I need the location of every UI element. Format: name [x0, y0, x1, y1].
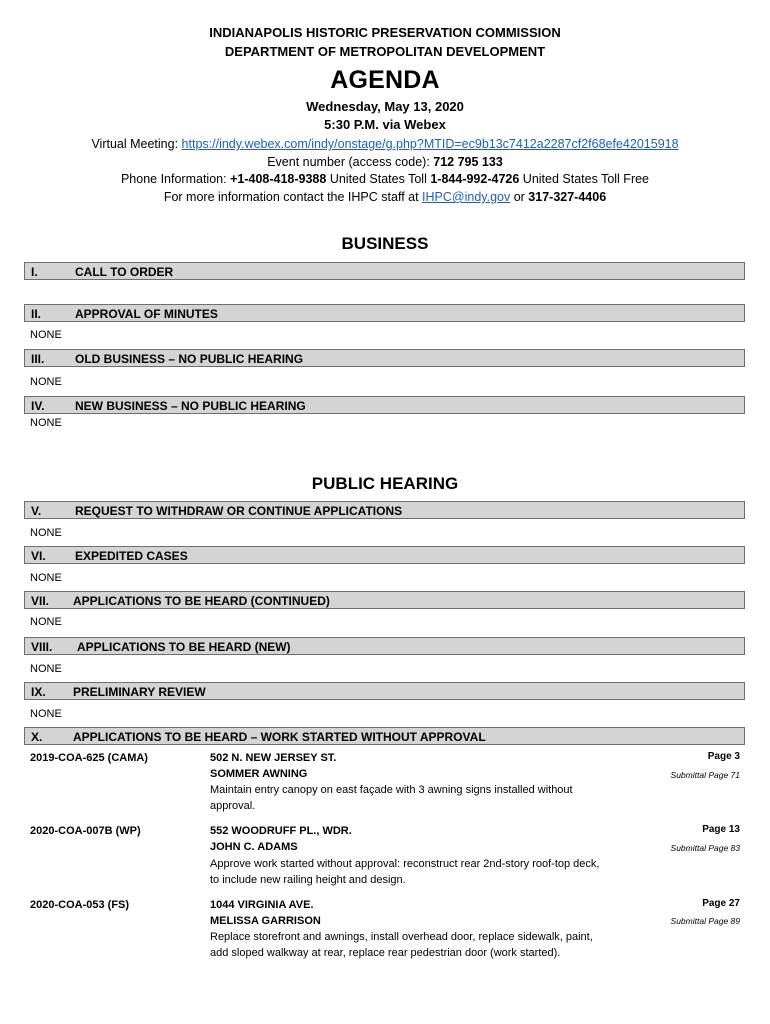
- page-reference: Page 3: [707, 751, 740, 762]
- item-title: NEW BUSINESS – NO PUBLIC HEARING: [75, 399, 306, 413]
- case-description: Approve work started without approval: reconstruct rear 2nd-story roof-top deck, to include new railing height and design.: [210, 858, 600, 886]
- item-note: NONE: [30, 376, 62, 388]
- applicant-name: JOHN C. ADAMS: [210, 841, 298, 853]
- item-note: NONE: [30, 663, 62, 675]
- webex-link[interactable]: https://indy.webex.com/indy/onstage/g.php?MTID=ec9b13c7412a2287cf2f68efe42015918: [181, 137, 679, 151]
- item-title: CALL TO ORDER: [75, 265, 174, 279]
- phone-info-line: [0, 172, 770, 186]
- item-number: I.: [31, 265, 38, 279]
- submittal-reference: Submittal Page 71: [670, 770, 740, 780]
- case-number: 2020-COA-007B (WP): [30, 825, 141, 837]
- agenda-item-withdraw-continue: [24, 501, 745, 519]
- item-number: V.: [31, 504, 42, 518]
- department-name: DEPARTMENT OF METROPOLITAN DEVELOPMENT: [224, 44, 546, 59]
- contact-email-link[interactable]: IHPC@indy.gov: [422, 190, 511, 204]
- agenda-item-new-business: [24, 396, 745, 414]
- item-note: NONE: [30, 572, 62, 584]
- contact-label: For more information contact the IHPC staff at: [163, 190, 423, 204]
- property-address: 502 N. NEW JERSEY ST.: [210, 752, 337, 764]
- page-reference: Page 13: [702, 824, 740, 835]
- virtual-meeting-line: [0, 137, 770, 151]
- agenda-item-work-started: [24, 727, 745, 745]
- item-note: NONE: [30, 708, 62, 720]
- contact-or: or: [510, 190, 529, 204]
- item-number: X.: [31, 730, 43, 744]
- applicant-name: SOMMER AWNING: [210, 768, 308, 780]
- virtual-meeting-label: Virtual Meeting:: [91, 137, 182, 151]
- event-number-line: [0, 155, 770, 169]
- organization-name: INDIANAPOLIS HISTORIC PRESERVATION COMMISSION: [209, 25, 561, 40]
- item-note: NONE: [30, 616, 62, 628]
- item-title: APPLICATIONS TO BE HEARD (NEW): [77, 640, 291, 654]
- public-hearing-heading: PUBLIC HEARING: [311, 474, 459, 493]
- document-title: AGENDA: [330, 66, 440, 94]
- agenda-item-call-to-order: [24, 262, 745, 280]
- item-title: OLD BUSINESS – NO PUBLIC HEARING: [75, 352, 304, 366]
- page-reference: Page 27: [702, 898, 740, 909]
- item-note: NONE: [30, 527, 62, 539]
- agenda-item-approval-of-minutes: [24, 304, 745, 322]
- phone-number-toll-free: 1-844-992-4726: [430, 172, 520, 186]
- meeting-date: Wednesday, May 13, 2020: [306, 99, 464, 114]
- event-number-label: Event number (access code):: [267, 155, 434, 169]
- item-number: IX.: [31, 685, 46, 699]
- item-title: EXPEDITED CASES: [75, 549, 188, 563]
- agenda-item-applications-continued: [24, 591, 745, 609]
- case-description: Replace storefront and awnings, install overhead door, replace sidewalk, paint, add sloped walkway at rear, replace rear pedestrian door (work started).: [210, 931, 593, 959]
- case-number: 2020-COA-053 (FS): [30, 899, 130, 911]
- applicant-name: MELISSA GARRISON: [210, 915, 321, 927]
- item-number: VIII.: [31, 640, 53, 654]
- item-number: VI.: [31, 549, 46, 563]
- meeting-time: 5:30 P.M. via Webex: [324, 117, 446, 132]
- item-title: APPLICATIONS TO BE HEARD (CONTINUED): [73, 594, 330, 608]
- item-title: REQUEST TO WITHDRAW OR CONTINUE APPLICATIONS: [75, 504, 403, 518]
- item-number: III.: [31, 352, 45, 366]
- property-address: 1044 VIRGINIA AVE.: [210, 899, 314, 911]
- agenda-item-old-business: [24, 349, 745, 367]
- item-title: APPLICATIONS TO BE HEARD – WORK STARTED WITHOUT APPROVAL: [73, 730, 486, 744]
- property-address: 552 WOODRUFF PL., WDR.: [210, 825, 352, 837]
- phone-toll-free-desc: United States Toll Free: [519, 172, 650, 186]
- item-number: IV.: [31, 399, 45, 413]
- phone-info-label: Phone Information:: [120, 172, 231, 186]
- contact-line: [0, 190, 770, 204]
- item-note: NONE: [30, 417, 62, 429]
- event-code: 712 795 133: [433, 155, 503, 169]
- case-description: Maintain entry canopy on east façade with 3 awning signs installed without approval.: [210, 784, 573, 812]
- agenda-item-applications-new: [24, 637, 745, 655]
- business-heading: BUSINESS: [341, 234, 429, 253]
- agenda-item-preliminary-review: [24, 682, 745, 700]
- agenda-item-expedited-cases: [24, 546, 745, 564]
- phone-toll-desc: United States Toll: [326, 172, 431, 186]
- item-number: II.: [31, 307, 42, 321]
- phone-number-toll: +1-408-418-9388: [230, 172, 327, 186]
- submittal-reference: Submittal Page 83: [670, 843, 740, 853]
- item-title: APPROVAL OF MINUTES: [75, 307, 218, 321]
- item-title: PRELIMINARY REVIEW: [73, 685, 206, 699]
- case-number: 2019-COA-625 (CAMA): [30, 752, 148, 764]
- item-note: NONE: [30, 329, 62, 341]
- contact-phone: 317-327-4406: [528, 190, 607, 204]
- item-number: VII.: [31, 594, 50, 608]
- submittal-reference: Submittal Page 89: [670, 916, 740, 926]
